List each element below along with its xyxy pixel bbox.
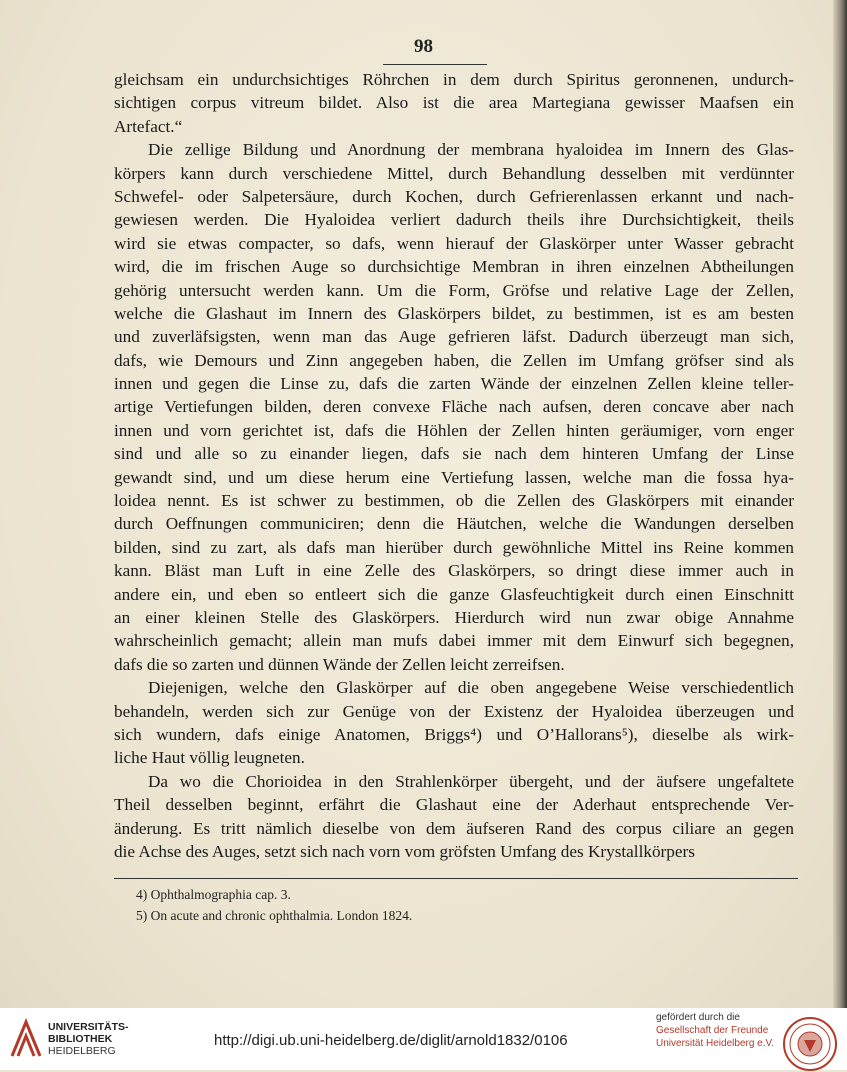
library-name[interactable] — [48, 1021, 129, 1057]
text-line: körpers kann durch verschiedene Mittel, durch Behandlung desselben mit verdünnter — [114, 163, 794, 183]
text-line: gewandt sind, und um diese herum eine Vertiefung lassen, welche man die fossa hya- — [114, 467, 794, 487]
footnotes — [136, 884, 776, 926]
footnote-rule — [114, 878, 798, 879]
text-line: Die zellige Bildung und Anordnung der membrana hyaloidea im Innern des Glas- — [148, 140, 794, 160]
library-line-2: BIBLIOTHEK — [48, 1033, 113, 1045]
text-line: Schwefel- oder Salpetersäure, durch Kochen, durch Gefrierenlassen erkannt und nach- — [114, 186, 794, 206]
text-line: sich wundern, dafs einige Anatomen, Briggs⁴) und O’Hallorans⁵), dieselbe als wirk- — [114, 724, 794, 744]
footer-bar — [0, 1008, 847, 1070]
text-line: Theil desselben beginnt, erfährt die Glashaut eine der Aderhaut entsprechende Ver- — [114, 795, 794, 815]
text-line: sind und alle so zu einander liegen, dafs sie nach dem hinteren Umfang der Linse — [114, 444, 794, 464]
text-line: andere ein, und eben so entleert sich die ganze Glasfeuchtigkeit durch einen Einschnitt — [114, 584, 794, 604]
footnote-5: 5) On acute and chronic ophthalmia. London 1824. — [136, 908, 413, 923]
text-line: dafs, wie Demours und Zinn angegeben haben, die Zellen im Umfang gröfser sind als — [114, 350, 794, 370]
text-line: an einer kleinen Stelle des Glaskörpers. Hierdurch wird nun zwar obige Annahme — [114, 607, 794, 627]
sponsor-text[interactable] — [656, 1011, 774, 1050]
text-line: wird, die im frischen Auge so durchsichtige Membran in ihren einzelnen Abtheilungen — [114, 257, 794, 277]
text-line: innen und gegen die Linse zu, dafs die zarten Wände der einzelnen Zellen kleine teller- — [114, 374, 794, 394]
text-line: Diejenigen, welche den Glaskörper auf die oben angegebene Weise verschiedentlich — [148, 678, 794, 698]
text-line: änderung. Es tritt nämlich dieselbe von dem äufseren Rand des corpus ciliare an gegen — [114, 818, 794, 838]
text-line: Da wo die Chorioidea in den Strahlenkörper übergeht, und der äufsere ungefaltete — [148, 771, 794, 791]
text-line: dafs die so zarten und dünnen Wände der Zellen leicht zerreifsen. — [114, 654, 565, 674]
text-line: artige Vertiefungen bilden, deren convexe Fläche nach aufsen, deren concave aber nach — [114, 397, 794, 417]
text-line: gewiesen werden. Die Hyaloidea verliert dadurch theils ihre Durchsichtigkeit, theils — [114, 210, 794, 230]
permalink-url[interactable]: http://digi.ub.uni-heidelberg.de/diglit/arnold1832/0106 — [214, 1032, 568, 1049]
page-number-rule — [383, 64, 487, 65]
text-line: wird sie etwas compacter, so dafs, wenn hierauf der Glaskörper unter Wasser gebracht — [114, 233, 794, 253]
text-line: die Achse des Auges, setzt sich nach vorn vom gröfsten Umfang des Krystallkörpers — [114, 841, 695, 861]
text-line: innen und vorn gerichtet ist, dafs die Höhlen der Zellen hinten geräumiger, vorn enger — [114, 420, 794, 440]
text-line: liche Haut völlig leugneten. — [114, 748, 305, 768]
text-line: welche die Glashaut im Innern des Glaskörpers bildet, zu bestimmen, ist es am besten — [114, 303, 794, 323]
library-line-3: HEIDELBERG — [48, 1045, 116, 1057]
text-line: Artefact.“ — [114, 116, 183, 136]
text-line: behandeln, werden sich zur Genüge von der Existenz der Hyaloidea überzeugen und — [114, 701, 794, 721]
university-seal-icon[interactable] — [782, 1016, 838, 1072]
text-line: loidea nennt. Es ist schwer zu bestimmen, ob die Zellen des Glaskörpers mit einander — [114, 491, 794, 511]
footnote-4: 4) Ophthalmographia cap. 3. — [136, 887, 291, 902]
text-line: durch Oeffnungen communiciren; denn die Häutchen, welche die Wandungen derselben — [114, 514, 794, 534]
library-line-1: UNIVERSITÄTS- — [48, 1021, 129, 1033]
text-line: gleichsam ein undurchsichtiges Röhrchen in dem durch Spiritus geronnenen, undurch- — [114, 70, 794, 89]
university-library-logo-icon[interactable] — [10, 1018, 42, 1058]
page-number: 98 — [414, 36, 433, 57]
sponsor-line-2: Gesellschaft der Freunde — [656, 1025, 769, 1036]
body-text — [114, 68, 794, 863]
text-line: und zuverläfsigsten, wenn man das Auge gefrieren läfst. Dadurch überzeugt man sich, — [114, 327, 794, 347]
text-line: bilden, sind zu zart, als dafs man hierüber durch gewöhnliche Mittel ins Reine kommen — [114, 537, 794, 557]
text-line: sichtigen corpus vitreum bildet. Also ist die area Martegiana gewisser Maafsen ein — [114, 93, 794, 113]
text-line: kann. Bläst man Luft in eine Zelle des Glaskörpers, so dringt diese immer auch in — [114, 561, 794, 581]
sponsor-line-1: gefördert durch die — [656, 1012, 740, 1023]
page-edge-shadow — [833, 0, 847, 1008]
text-line: wahrscheinlich gemacht; allein man mufs dabei immer mit dem Einwurf sich begegnen, — [114, 631, 794, 651]
text-line: gehörig untersucht werden kann. Um die Form, Gröfse und relative Lage der Zellen, — [114, 280, 794, 300]
sponsor-line-3: Universität Heidelberg e.V. — [656, 1038, 775, 1049]
